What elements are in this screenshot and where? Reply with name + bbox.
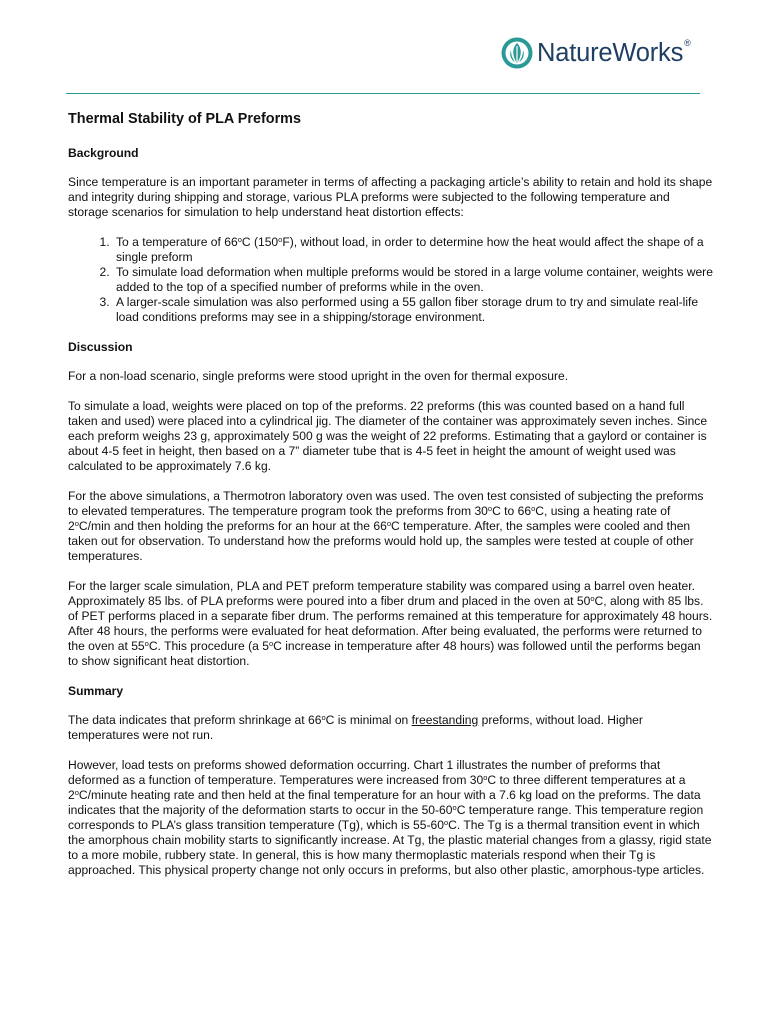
list-item: 2. To simulate load deformation when multiple preforms would be stored in a large volume container, weights were added to the top of a specified number of preforms while in the oven. (113, 265, 713, 295)
summary-paragraph: The data indicates that preform shrinkage at 66$^o$C is minimal on freestanding preforms, without load. Higher temperatures were not run. (68, 713, 643, 742)
leaf-drop-icon (500, 36, 534, 70)
scenario-list (68, 235, 713, 325)
background-heading: Background (68, 146, 139, 160)
discussion-heading: Discussion (68, 340, 133, 354)
discussion-paragraph: For the larger scale simulation, PLA and PET preform temperature stability was compared using a barrel oven heater. Approximately 85 lbs. of PLA preforms were poured into a fiber drum and placed in the oven at 50$^o$C, along with 85 lbs. of PET performs placed in a separate fiber drum. The performs remained at this temperature for approximately 48 hours. After 48 hours, the performs were evaluated for heat deformation. After being evaluated, the performs were returned to the oven at 55$^o$C. This procedure (a 5$^o$C increase in temperature after 48 hours) was followed until the performs began to show significant heat distortion. (68, 579, 713, 668)
document-title: Thermal Stability of PLA Preforms (68, 111, 301, 127)
document-body (68, 110, 713, 893)
discussion-paragraph: To simulate a load, weights were placed on top of the preforms. 22 preforms (this was counted based on a hand full taken and used) were placed into a cylindrical jig. The diameter of the container was approximately seven inches. Since each preform weighs 23 g, approximately 500 g was the weight of 22 preforms. Estimating that a gaylord or container is about 4-5 feet in height, then based on a 7” diameter tube that is 4-5 feet in height the amount of weight used was calculated to be approximately 7.6 kg. (68, 399, 708, 473)
list-item: 1. To a temperature of 66$^o$C (150$^o$F), without load, in order to determine how the heat would affect the shape of a single preform (113, 235, 713, 265)
list-item: 3. A larger-scale simulation was also performed using a 55 gallon fiber storage drum to try and simulate real-life load conditions preforms may see in a shipping/storage environment. (113, 295, 713, 325)
naturework-logo (500, 33, 691, 73)
discussion-paragraph: For the above simulations, a Thermotron laboratory oven was used. The oven test consisted of subjecting the preforms to elevated temperatures. The temperature program took the preforms from 30$^o$C to 66$^o$C, using a heating rate of 2$^o$C/min and then holding the preforms for an hour at the 66$^o$C temperature. After, the samples were cooled and then taken out for observation. To understand how the preforms would hold up, the samples were tested at couple of other temperatures. (68, 489, 704, 563)
registered-mark: ® (684, 38, 691, 48)
brand-name: NatureWorks (537, 38, 684, 67)
discussion-paragraph: For a non-load scenario, single preforms were stood upright in the oven for thermal exposure. (68, 369, 569, 383)
header-divider (66, 93, 700, 94)
summary-paragraph: However, load tests on preforms showed deformation occurring. Chart 1 illustrates the number of preforms that deformed as a function of temperature. Temperatures were increased from 30$^o$C to three different temperatures at a 2$^o$C/minute heating rate and then held at the final temperature for an hour with a 7.6 kg load on the preforms. The data indicates that the majority of the deformation starts to occur in the 50-60$^o$C temperature range. This temperature region corresponds to PLA’s glass transition temperature (Tg), which is 55-60$^o$C. The Tg is a thermal transition event in which the amorphous chain mobility starts to significantly increase. At Tg, the plastic material changes from a glassy, rigid state to a more mobile, rubbery state. In general, this is how many thermoplastic materials respond when their Tg is approached. This physical property change not only occurs in preforms, but also other plastic, amorphous-type articles. (68, 758, 712, 877)
underlined-term: freestanding (411, 713, 479, 727)
background-intro: Since temperature is an important parameter in terms of affecting a packaging article’s ability to retain and hold its shape and integrity during shipping and storage, various PLA preforms were subjected to the following temperature and storage scenarios for simulation to help understand heat distortion effects: (68, 175, 713, 219)
summary-heading: Summary (68, 684, 124, 698)
